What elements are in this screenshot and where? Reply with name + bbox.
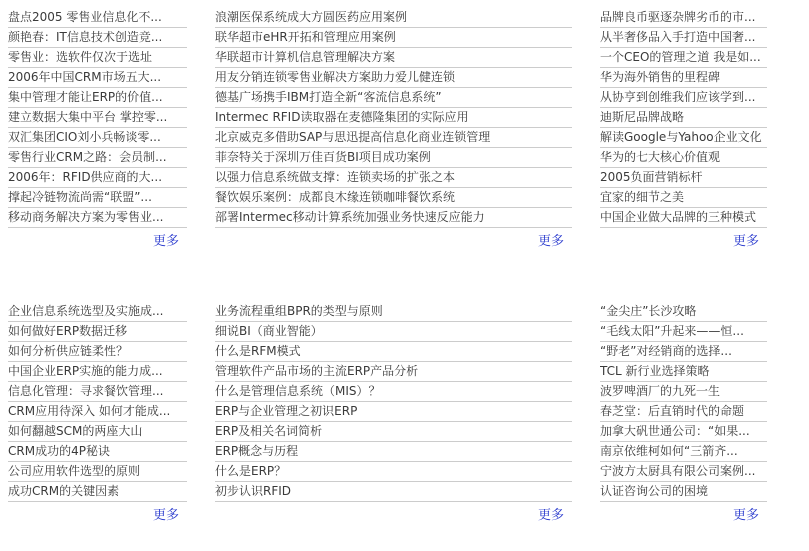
article-list-item (215, 442, 572, 462)
more-link[interactable]: 更多 (537, 508, 564, 523)
article-list-item (8, 302, 187, 322)
article-link[interactable]: 2006年中国CRM市场五大... (8, 70, 162, 84)
article-list-item (600, 28, 767, 48)
article-list-item (600, 302, 767, 322)
article-list-item (215, 462, 572, 482)
article-list-items (600, 8, 767, 228)
article-link[interactable]: 移动商务解决方案为零售业... (8, 210, 164, 224)
article-list-item (8, 402, 187, 422)
article-link[interactable]: 盘点2005 零售业信息化不... (8, 10, 162, 24)
list-retail-informatization (8, 8, 187, 249)
article-link[interactable]: 什么是ERP？ (215, 464, 287, 478)
more-row (215, 502, 572, 523)
article-list-item (600, 422, 767, 442)
article-link[interactable]: 中国企业ERP实施的能力成... (8, 364, 163, 378)
article-list-item (600, 482, 767, 502)
article-link[interactable]: CRM应用待深入 如何才能成... (8, 404, 171, 418)
article-link[interactable]: ERP与企业管理之初识ERP (215, 404, 358, 418)
article-link[interactable]: 餐饮娱乐案例：成都良木缘连锁咖啡餐饮系统 (215, 190, 456, 204)
more-row (600, 228, 767, 249)
article-link[interactable]: 以强力信息系统做支撑：连锁卖场的扩张之本 (215, 170, 456, 184)
article-link[interactable]: 业务流程重组BPR的类型与原则 (215, 304, 383, 318)
article-list-item (215, 108, 572, 128)
more-row (215, 228, 572, 249)
article-list-item (600, 128, 767, 148)
article-list-item (8, 28, 187, 48)
article-list-item (600, 322, 767, 342)
article-link[interactable]: 解读Google与Yahoo企业文化 (600, 130, 762, 144)
article-list-item (8, 48, 187, 68)
list-erp-concepts (215, 302, 572, 523)
article-list-item (215, 148, 572, 168)
article-list-items (600, 302, 767, 502)
article-list-item (600, 462, 767, 482)
article-link[interactable]: “野老”对经销商的选择... (600, 344, 732, 358)
article-link[interactable]: Intermec RFID读取器在麦德隆集团的实际应用 (215, 110, 469, 124)
article-link[interactable]: 华联超市计算机信息管理解决方案 (215, 50, 396, 64)
article-link[interactable]: 华为的七大核心价值观 (600, 150, 721, 164)
article-list-item (600, 342, 767, 362)
article-list-item (600, 208, 767, 228)
article-list-item (600, 362, 767, 382)
article-list-item (215, 402, 572, 422)
article-link[interactable]: ERP及相关名词简析 (215, 424, 323, 438)
more-link[interactable]: 更多 (732, 508, 759, 523)
more-row (600, 502, 767, 523)
article-list-item (600, 8, 767, 28)
article-list-item (215, 482, 572, 502)
article-list-items (215, 8, 572, 228)
article-link[interactable]: 联华超市eHR开拓和管理应用案例 (215, 30, 396, 44)
article-list-item (215, 422, 572, 442)
article-link[interactable]: 春芝堂：后直销时代的命题 (600, 404, 745, 418)
article-list-item (8, 208, 187, 228)
article-list-item (8, 108, 187, 128)
article-link[interactable]: 企业信息系统选型及实施成... (8, 304, 164, 318)
article-list-item (8, 188, 187, 208)
article-list-item (8, 382, 187, 402)
article-list-item (215, 8, 572, 28)
article-list-item (8, 168, 187, 188)
article-list-item (600, 88, 767, 108)
article-link[interactable]: 集中管理才能让ERP的价值... (8, 90, 163, 104)
article-link[interactable]: 颜艳春：IT信息技术创造竞... (8, 30, 163, 44)
article-list-item (8, 442, 187, 462)
article-list-item (8, 128, 187, 148)
article-link[interactable]: 公司应用软件选型的原则 (8, 464, 141, 478)
article-link[interactable]: 信息化管理：寻求餐饮管理... (8, 384, 164, 398)
article-list-item (8, 482, 187, 502)
article-link[interactable]: 细说BI（商业智能） (215, 324, 323, 338)
article-list-item (215, 382, 572, 402)
article-link[interactable]: 用友分销连锁零售业解决方案助力爱儿健连锁 (215, 70, 456, 84)
article-link[interactable]: 如何分析供应链柔性？ (8, 344, 129, 358)
article-link[interactable]: 南京依维柯如何“三箭齐... (600, 444, 738, 458)
article-link[interactable]: 双汇集团CIO刘小兵畅谈零... (8, 130, 161, 144)
article-link[interactable]: 初步认识RFID (215, 484, 292, 498)
article-list-item (8, 148, 187, 168)
list-it-selection-advice (8, 302, 187, 523)
more-link[interactable]: 更多 (537, 234, 564, 249)
article-link[interactable]: 什么是RFM模式 (215, 344, 301, 358)
article-list-items (215, 302, 572, 502)
list-brand-strategy (600, 8, 767, 249)
article-list-item (600, 148, 767, 168)
more-link[interactable]: 更多 (152, 508, 179, 523)
article-link[interactable]: 零售业：选软件仅次于选址 (8, 50, 153, 64)
article-list-item (600, 68, 767, 88)
article-link[interactable]: 从半奢侈品入手打造中国奢... (600, 30, 756, 44)
article-link[interactable]: 华为海外销售的里程碑 (600, 70, 721, 84)
article-link[interactable]: 管理软件产品市场的主流ERP产品分析 (215, 364, 419, 378)
more-link[interactable]: 更多 (732, 234, 759, 249)
list-marketing-cases (600, 302, 767, 523)
article-lists-grid (8, 8, 809, 523)
article-list-item (215, 48, 572, 68)
article-link[interactable]: “毛线太阳”升起来——恒... (600, 324, 744, 338)
article-link[interactable]: 品牌良币驱逐杂牌劣币的市... (600, 10, 756, 24)
article-list-item (215, 322, 572, 342)
article-link[interactable]: ERP概念与历程 (215, 444, 299, 458)
article-list-item (8, 322, 187, 342)
article-link[interactable]: 零售行业CRM之路：会员制... (8, 150, 167, 164)
article-list-item (8, 462, 187, 482)
article-link[interactable]: 2006年：RFID供应商的大... (8, 170, 163, 184)
article-link[interactable]: 从协亨到创维我们应该学到... (600, 90, 756, 104)
article-link[interactable]: 中国企业做大品牌的三种模式 (600, 210, 757, 224)
article-link[interactable]: 浪潮医保系统成大方圆医药应用案例 (215, 10, 408, 24)
article-link[interactable]: 2005负面营销标杆 (600, 170, 703, 184)
article-list-item (600, 168, 767, 188)
article-link[interactable]: 如何翻越SCM的两座大山 (8, 424, 143, 438)
article-link[interactable]: “金尖庄”长沙攻略 (600, 304, 697, 318)
article-list-items (8, 8, 187, 228)
article-link[interactable]: 菲奈特关于深圳万佳百货BI项目成功案例 (215, 150, 431, 164)
article-list-item (8, 422, 187, 442)
article-list-item (8, 68, 187, 88)
article-list-item (215, 68, 572, 88)
article-list-item (8, 88, 187, 108)
article-link[interactable]: TCL 新行业选择策略 (600, 364, 710, 378)
article-list-item (215, 342, 572, 362)
article-list-items (8, 302, 187, 502)
article-list-item (8, 362, 187, 382)
article-list-item (215, 208, 572, 228)
article-list-item (600, 382, 767, 402)
article-list-item (215, 362, 572, 382)
article-list-item (600, 442, 767, 462)
more-link[interactable]: 更多 (152, 234, 179, 249)
article-list-item (600, 402, 767, 422)
article-link[interactable]: 北京威克多借助SAP与思迅提高信息化商业连锁管理 (215, 130, 491, 144)
article-link[interactable]: 宜家的细节之美 (600, 190, 685, 204)
article-list-item (600, 48, 767, 68)
article-list-item (215, 188, 572, 208)
article-link[interactable]: 德基广场携手IBM打造全新“客流信息系统” (215, 90, 442, 104)
article-link[interactable]: 如何做好ERP数据迁移 (8, 324, 128, 338)
article-link[interactable]: 加拿大矾世通公司：“如果... (600, 424, 750, 438)
article-list-item (600, 108, 767, 128)
article-list-item (215, 128, 572, 148)
article-link[interactable]: 什么是管理信息系统（MIS）？ (215, 384, 381, 398)
article-link[interactable]: 波罗啤酒厂的九死一生 (600, 384, 721, 398)
article-list-item (215, 302, 572, 322)
article-list-item (215, 168, 572, 188)
article-link[interactable]: 撑起冷链物流尚需“联盟”... (8, 190, 152, 204)
list-application-cases (215, 8, 572, 249)
more-row (8, 502, 187, 523)
article-link[interactable]: 认证咨询公司的困境 (600, 484, 709, 498)
article-list-item (8, 342, 187, 362)
article-link[interactable]: 部署Intermec移动计算系统加强业务快速反应能力 (215, 210, 485, 224)
article-list-item (8, 8, 187, 28)
article-list-item (215, 88, 572, 108)
article-list-item (600, 188, 767, 208)
article-link[interactable]: 宁波方太厨具有限公司案例... (600, 464, 756, 478)
article-link[interactable]: 一个CEO的管理之道 我是如... (600, 50, 761, 64)
article-link[interactable]: 建立数据大集中平台 掌控零... (8, 110, 168, 124)
article-link[interactable]: CRM成功的4P秘诀 (8, 444, 110, 458)
article-link[interactable]: 成功CRM的关键因素 (8, 484, 120, 498)
more-row (8, 228, 187, 249)
article-list-item (215, 28, 572, 48)
article-link[interactable]: 迪斯尼品牌战略 (600, 110, 685, 124)
